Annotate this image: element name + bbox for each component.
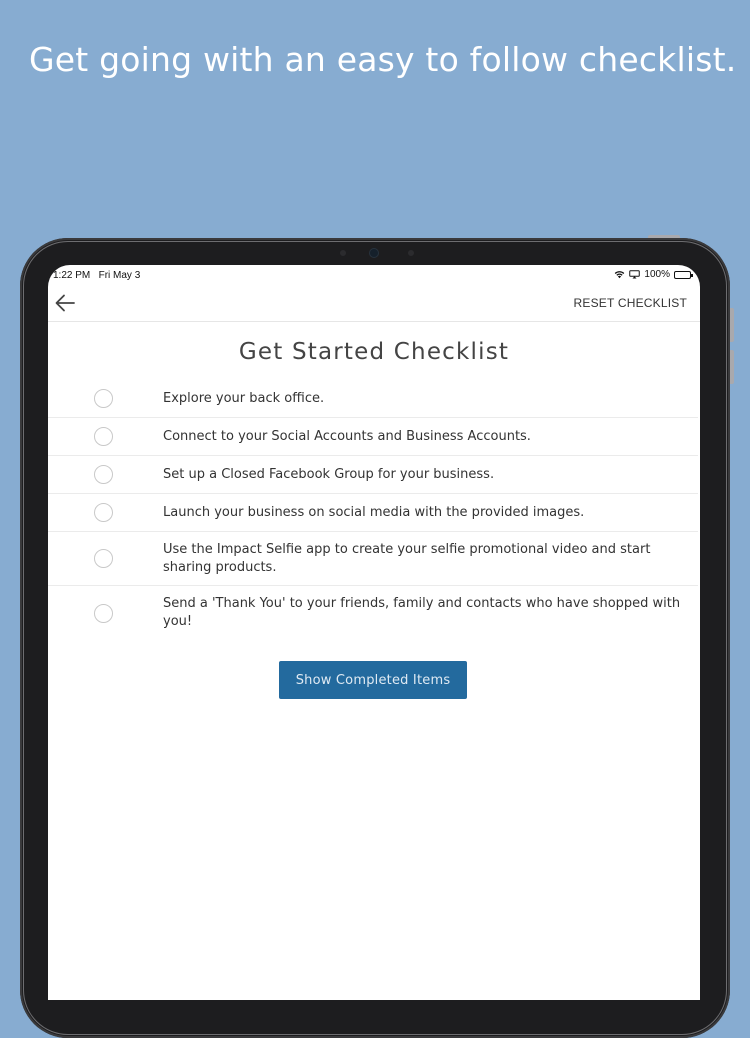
volume-up-button [730, 308, 734, 342]
camera-lens-icon [370, 249, 378, 257]
status-time: 1:22 PM [53, 270, 91, 281]
wifi-icon [614, 270, 625, 279]
battery-icon [674, 271, 691, 279]
checklist-item-label: Connect to your Social Accounts and Business Accounts. [163, 428, 531, 444]
checklist-item-label: Explore your back office. [163, 390, 325, 406]
checklist-item[interactable] [48, 456, 698, 494]
back-arrow-icon[interactable] [53, 291, 77, 315]
status-indicators [614, 269, 691, 280]
power-button [648, 235, 680, 238]
checklist-item[interactable] [48, 532, 698, 586]
checklist-item[interactable] [48, 380, 698, 418]
show-completed-items-button[interactable]: Show Completed Items [279, 661, 467, 699]
checklist-item[interactable] [48, 586, 698, 640]
screen-mirror-icon [629, 270, 640, 279]
volume-down-button [730, 350, 734, 384]
checkbox-circle-icon[interactable] [94, 465, 113, 484]
checklist [48, 380, 698, 640]
app-screen [48, 265, 700, 1000]
battery-percentage: 100% [644, 269, 670, 280]
checkbox-circle-icon[interactable] [94, 604, 113, 623]
sensor-dot [408, 250, 414, 256]
status-date: Fri May 3 [98, 270, 141, 281]
sensor-dot [340, 250, 346, 256]
checklist-item[interactable] [48, 418, 698, 456]
checklist-item-label: Launch your business on social media with the provided images. [163, 504, 585, 520]
status-time-date [53, 270, 140, 281]
status-bar [48, 265, 700, 287]
front-camera [320, 247, 430, 259]
checkbox-circle-icon[interactable] [94, 427, 113, 446]
page-title: Get Started Checklist [238, 339, 510, 365]
checklist-item-label: Send a 'Thank You' to your friends, family and contacts who have shopped with you! [163, 596, 681, 629]
checklist-item-label: Use the Impact Selfie app to create your selfie promotional video and start sharing products. [163, 541, 651, 575]
checkbox-circle-icon[interactable] [94, 503, 113, 522]
checklist-item-label: Set up a Closed Facebook Group for your business. [163, 466, 495, 482]
reset-checklist-button[interactable]: RESET CHECKLIST [573, 296, 687, 310]
checklist-item[interactable] [48, 494, 698, 532]
navigation-bar [48, 287, 700, 322]
checkbox-circle-icon[interactable] [94, 389, 113, 408]
checkbox-circle-icon[interactable] [94, 549, 113, 568]
promo-headline: Get going with an easy to follow checklist. [29, 40, 737, 79]
